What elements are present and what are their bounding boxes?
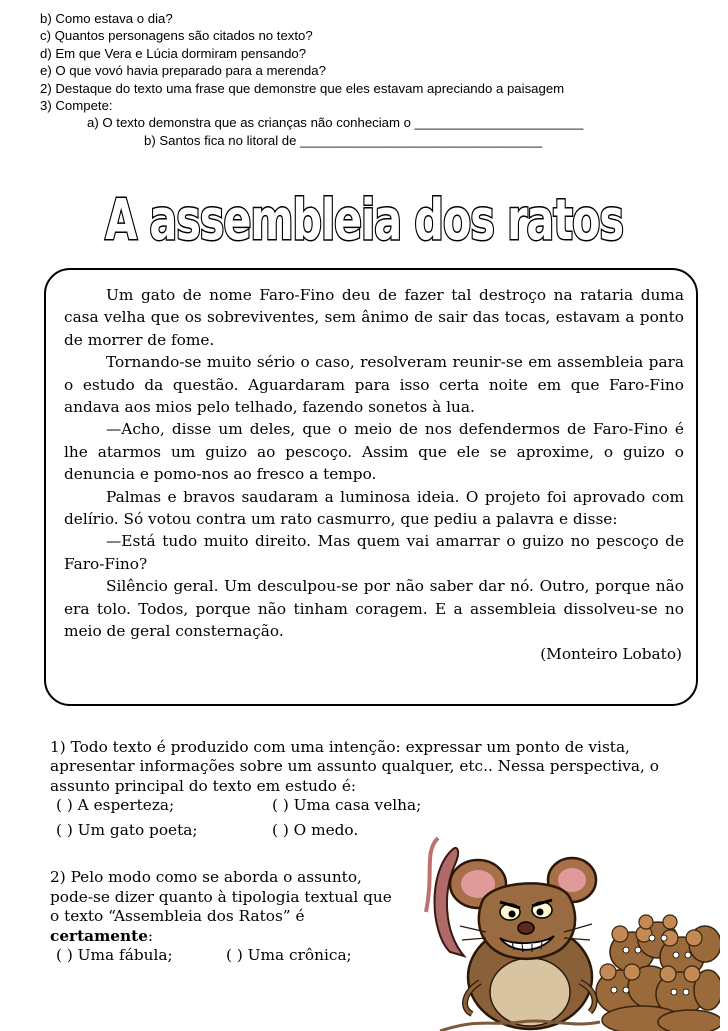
option-casa-velha[interactable]: ( ) Uma casa velha;: [272, 796, 422, 815]
option-esperteza[interactable]: ( ) A esperteza;: [56, 796, 175, 815]
option-medo[interactable]: ( ) O medo.: [272, 821, 359, 840]
question-d: d) Em que Vera e Lúcia dormiram pensando?: [40, 45, 307, 61]
story-paragraph: Tornando-se muito sério o caso, resolveram reunir-se em assembleia para o estudo da questão. Aguardaram para isso certa noite em que Faro-Fino andava aos mios pelo telhado, fazendo sonetos à lua.: [64, 353, 684, 417]
question-1-text: 1) Todo texto é produzido com uma intenção: expressar um ponto de vista, apresentar informações sobre um assunto qualquer, etc.. Nessa perspectiva, o assunto principal do texto em estudo é:: [50, 738, 659, 795]
question-3: 3) Compete:: [40, 98, 113, 114]
page-title: A assembleia dos ratos: [105, 188, 623, 253]
question-2-text: 2) Pelo modo como se aborda o assunto, pode-se dizer quanto à tipologia textual que o texto “Assembleia dos Ratos” é: [50, 868, 392, 926]
question-b: b) Como estava o dia?: [40, 11, 173, 26]
story-text: [64, 284, 684, 665]
story-paragraph: —Está tudo muito direito. Mas quem vai amarrar o guizo no pescoço de Faro-Fino?: [64, 532, 684, 573]
story-author: (Monteiro Lobato): [540, 644, 682, 663]
story-paragraph: Palmas e bravos saudaram a luminosa ideia. O projeto foi aprovado com delírio. Só votou contra um rato casmurro, que pediu a palavra e disse:: [64, 487, 684, 529]
story-paragraph: —Acho, disse um deles, que o meio de nos defendermos de Faro-Fino é lhe atarmos um guizo ao pescoço. Assim que ele se aproxime, o guizo o denuncia e pomo-nos ao fresco a tempo.: [64, 420, 684, 484]
question-c: c) Quantos personagens são citados no texto?: [40, 28, 313, 44]
story-paragraph: Um gato de nome Faro-Fino deu de fazer tal destroço na rataria duma casa velha que os sobreviventes, sem ânimo de sair das tocas, estavam a ponto de morrer de fome.: [64, 286, 684, 349]
rats-cartoon-icon: [420, 832, 720, 1031]
option-cronica[interactable]: ( ) Uma crônica;: [226, 946, 352, 965]
question-2-emphasis: certamente: [50, 926, 148, 945]
question-2: [50, 868, 400, 968]
story-paragraph: Silêncio geral. Um desculpou-se por não saber dar nó. Outro, porque não era tolo. Todos, porque não tinham coragem. E a assembleia dissolveu-se no meio de geral consternação.: [64, 577, 684, 641]
question-3a: a) O texto demonstra que as crianças não conheciam o _______________________: [87, 115, 584, 131]
question-3b: b) Santos fica no litoral de _________________________________: [144, 132, 543, 148]
question-2-colon: :: [147, 926, 154, 945]
previous-questions: [40, 10, 583, 149]
question-2-paisagem: 2) Destaque do texto uma frase que demonstre que eles estavam apreciando a paisagem: [40, 80, 565, 96]
option-gato-poeta[interactable]: ( ) Um gato poeta;: [56, 821, 198, 840]
option-fabula[interactable]: ( ) Uma fábula;: [56, 946, 173, 965]
question-e: e) O que vovó havia preparado para a merenda?: [40, 63, 326, 79]
